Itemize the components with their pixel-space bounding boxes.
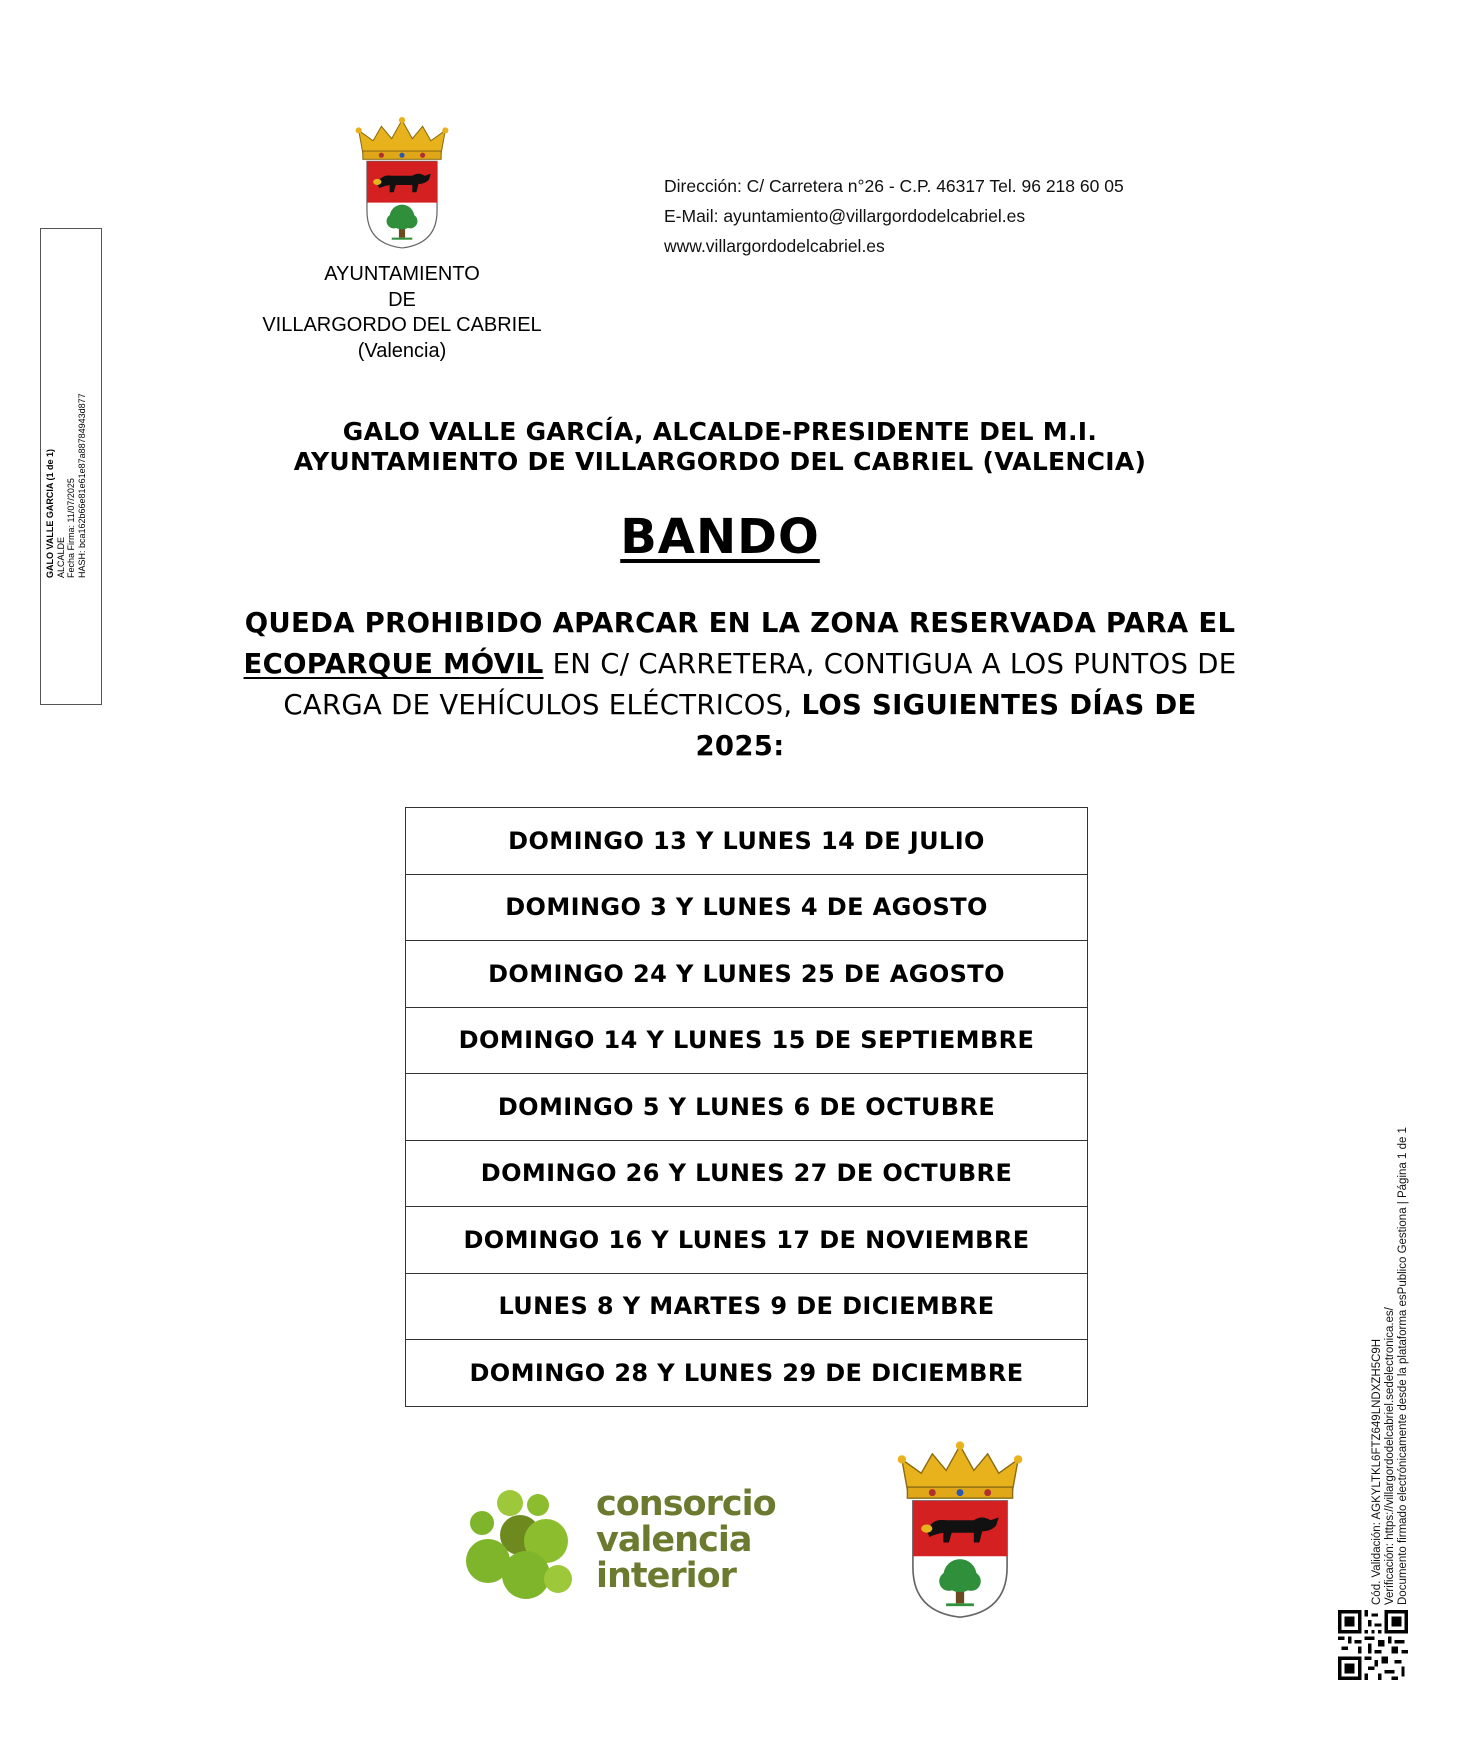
consorcio-word: consorcio	[596, 1484, 776, 1524]
ecoparque-underlined: ECOPARQUE MÓVIL	[243, 648, 544, 680]
email-link[interactable]: ayuntamiento@villargordodelcabriel.es	[723, 206, 1026, 226]
notice-part-3: LOS SIGUIENTES DÍAS DE 2025:	[695, 689, 1197, 762]
verification-url[interactable]: Verificación: https://villargordodelcabriel.sedelectronica.es/	[1384, 1307, 1396, 1605]
signature-text	[45, 338, 87, 578]
contact-info	[664, 171, 1124, 261]
date-cell: DOMINGO 3 Y LUNES 4 DE AGOSTO	[406, 874, 1088, 941]
date-cell: DOMINGO 14 Y LUNES 15 DE SEPTIEMBRE	[406, 1007, 1088, 1074]
table-row	[406, 1340, 1088, 1407]
town-line: DE	[388, 288, 416, 311]
table-row	[406, 941, 1088, 1008]
date-cell: DOMINGO 24 Y LUNES 25 DE AGOSTO	[406, 941, 1088, 1008]
table-row	[406, 1007, 1088, 1074]
document-heading	[220, 417, 1220, 477]
town-line: (Valencia)	[357, 339, 447, 362]
date-cell: DOMINGO 13 Y LUNES 14 DE JULIO	[406, 808, 1088, 875]
notice-part-2: EN C/ CARRETERA, CONTIGUA A LOS PUNTOS DE CARGA DE VEHÍCULOS ELÉCTRICOS,	[283, 648, 1237, 721]
qr-code	[1338, 1610, 1408, 1680]
signer-role: ALCALDE	[55, 536, 66, 578]
date-cell: DOMINGO 16 Y LUNES 17 DE NOVIEMBRE	[406, 1207, 1088, 1274]
table-row	[406, 1273, 1088, 1340]
town-name-block	[250, 262, 554, 364]
consorcio-wordmark	[596, 1486, 776, 1594]
town-line: AYUNTAMIENTO	[324, 263, 480, 285]
heading-line-2: AYUNTAMIENTO DE VILLARGORDO DEL CABRIEL (VALENCIA)	[293, 447, 1147, 476]
notice-part-1: QUEDA PROHIBIDO APARCAR EN LA ZONA RESERVADA PARA EL	[244, 607, 1236, 639]
consorcio-word: valencia	[596, 1520, 752, 1560]
verification-text	[1371, 1085, 1410, 1605]
municipal-crest-logo	[348, 116, 456, 250]
signature-hash: HASH: bca162b66e81e61e87a88784943d877	[76, 393, 87, 578]
table-row	[406, 1207, 1088, 1274]
email-line	[664, 201, 1124, 231]
platform-note: Documento firmado electrónicamente desde la plataforma esPublico Gestiona | Página 1 de 1	[1397, 1127, 1409, 1605]
notice-text	[240, 603, 1240, 767]
town-line: VILLARGORDO DEL CABRIEL	[262, 314, 542, 336]
consorcio-word: interior	[596, 1556, 736, 1596]
email-label: E-Mail:	[664, 206, 724, 226]
table-row	[406, 808, 1088, 875]
table-row	[406, 1140, 1088, 1207]
validation-code: Cód. Validación: AGKYLTKL6FTZ649LNDXZH5C9H	[1371, 1338, 1383, 1605]
heading-line-1: GALO VALLE GARCÍA, ALCALDE-PRESIDENTE DEL M.I.	[342, 417, 1098, 446]
date-cell: LUNES 8 Y MARTES 9 DE DICIEMBRE	[406, 1273, 1088, 1340]
date-cell: DOMINGO 5 Y LUNES 6 DE OCTUBRE	[406, 1074, 1088, 1141]
municipal-crest-logo-bottom	[890, 1440, 1030, 1620]
signature-date: Fecha Firma: 11/07/2025	[66, 478, 76, 578]
table-row	[406, 1074, 1088, 1141]
date-cell: DOMINGO 28 Y LUNES 29 DE DICIEMBRE	[406, 1340, 1088, 1407]
table-row	[406, 874, 1088, 941]
dates-table	[405, 807, 1088, 1407]
signer-name: GALO VALLE GARCIA (1 de 1)	[45, 448, 55, 578]
website-link[interactable]: www.villargordodelcabriel.es	[664, 236, 885, 256]
address-text: Dirección: C/ Carretera n°26 - C.P. 46317 Tel. 96 218 60 05	[664, 176, 1124, 196]
bando-title: BANDO	[620, 509, 820, 565]
date-cell: DOMINGO 26 Y LUNES 27 DE OCTUBRE	[406, 1140, 1088, 1207]
